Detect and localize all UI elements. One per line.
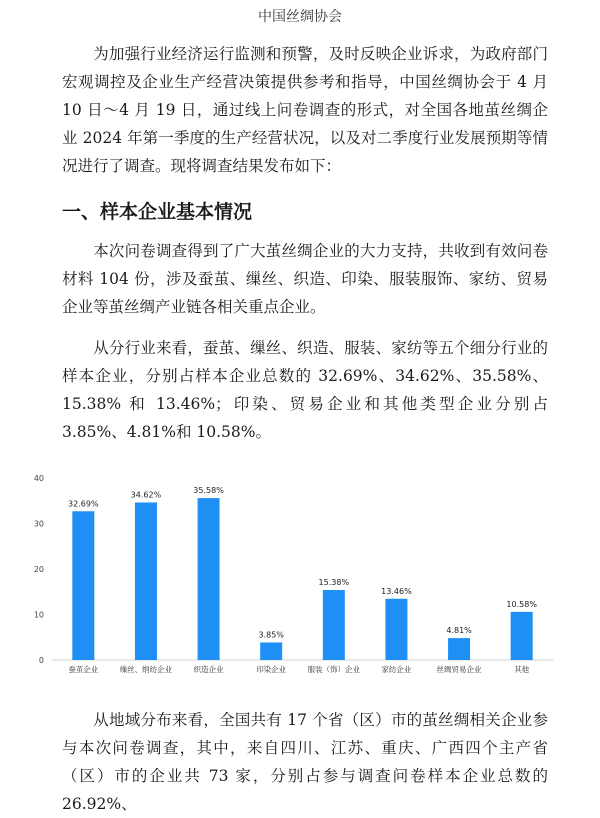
region-paragraph (62, 706, 548, 818)
bar-value-label: 13.46% (381, 586, 412, 596)
category-label: 织造企业 (193, 665, 224, 674)
bar (198, 498, 220, 660)
y-tick-label: 40 (33, 474, 44, 483)
bar-value-label: 32.69% (68, 499, 99, 509)
category-label: 蚕茧企业 (68, 665, 99, 674)
document-header: 中国丝绸协会 (258, 9, 342, 25)
sample-paragraph (62, 237, 548, 321)
y-tick-label: 20 (33, 565, 44, 574)
category-label: 家纺企业 (381, 665, 412, 674)
bar (135, 502, 157, 660)
bar-value-label: 10.58% (506, 599, 537, 609)
bar-value-label: 4.81% (446, 626, 472, 636)
bar (448, 638, 470, 660)
industry-paragraph (62, 334, 548, 446)
industry-text: 从分行业来看，蚕茧、缫丝、织造、服装、家纺等五个细分行业的样本企业，分别占样本企业总数的 32.69%、34.62%、35.58%、15.38% 和 13.46%；印染、贸易企业和其他类型企业分别占 3.85%、4.81%和 10.58%。 (62, 339, 548, 441)
bar (72, 511, 94, 660)
category-label: 缫丝、绢纺企业 (119, 665, 173, 674)
region-text: 从地域分布来看，全国共有 17 个省（区）市的茧丝绸相关企业参与本次问卷调查，其中，来自四川、江苏、重庆、广西四个主产省（区）市的企业共 73 家，分别占参与调查问卷样本企业总数的 26.92%、 (62, 711, 548, 813)
category-label: 服装（饰）企业 (307, 665, 361, 674)
category-label: 其他 (514, 665, 530, 674)
y-tick-label: 10 (33, 610, 44, 620)
chart-svg (28, 468, 558, 680)
intro-text: 为加强行业经济运行监测和预警，及时反映企业诉求，为政府部门宏观调控及企业生产经营决策提供参考和指导，中国丝绸协会于 4 月 10 日～4 月 19 日，通过线上问卷调查的形式，对全国各地茧丝绸企业 2024 年第一季度的生产经营状况，以及对二季度行业发展预期等情况进行了调查。现将调查结果发布如下： (62, 45, 548, 175)
bar (385, 599, 407, 660)
category-label: 丝绸贸易企业 (436, 665, 482, 674)
bar-value-label: 35.58% (193, 486, 224, 496)
section-heading: 一、样本企业基本情况 (62, 201, 253, 223)
bar (260, 642, 282, 660)
bar-value-label: 3.85% (258, 630, 284, 640)
category-label: 印染企业 (256, 665, 287, 674)
bar-value-label: 15.38% (318, 578, 350, 588)
y-tick-label: 0 (38, 656, 44, 665)
sample-text: 本次问卷调查得到了广大茧丝绸企业的大力支持，共收到有效问卷材料 104 份，涉及蚕茧、缫丝、织造、印染、服装服饰、家纺、贸易企业等茧丝绸产业链各相关重点企业。 (62, 242, 548, 316)
y-tick-label: 30 (33, 519, 44, 529)
intro-paragraph (62, 40, 548, 180)
bar (323, 590, 345, 660)
industry-bar-chart (28, 468, 558, 680)
bar-value-label: 34.62% (130, 490, 162, 500)
bar (511, 612, 533, 660)
